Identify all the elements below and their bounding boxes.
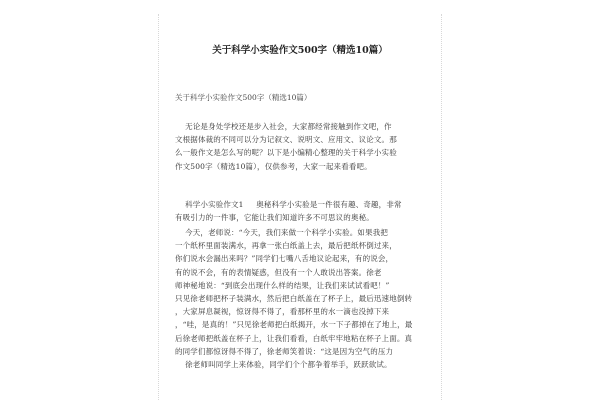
- document-subtitle: 关于科学小实验作文500字（精选10篇）: [175, 93, 312, 102]
- document-title: 关于科学小实验作文500字（精选10篇）: [212, 45, 388, 56]
- paragraph-closing: 徐老师叫同学上来体验，同学们个个都争着举手，跃跃欲试。: [175, 360, 392, 369]
- paragraph-essay-opening: 科学小实验作文1 奥秘科学小实验是一件很有趣、奇趣，非常 有吸引力的一件事，它能让我们知道许多不可思议的奥秘。: [175, 200, 402, 223]
- document-page: [158, 14, 442, 400]
- paragraph-intro: 无论是身处学校还是步入社会，大家都经常接触到作文吧，作 文根据体裁的不同可以分为记叙文、说明文、应用文、议论文。那 么一般作文是怎么写的呢？以下是小编精心整理的关于科学小实验 作文500字（精选10篇），仅供参考，大家一起来看看吧。: [175, 122, 397, 171]
- paragraph-experiment: 今天，老师说：“今天，我们来做一个科学小实验。如果我把 一个纸杯里面装满水，再拿一张白纸盖上去，最后把纸杯倒过来， 你们说水会漏出来吗？”同学们七嘴八舌地议论起来，有的说会， 有的说不会，有的表情疑惑，但没有一个人敢说出答案。徐老 师神秘地说：“到底会出现什么样的结果，让我们来试试看吧！” 只见徐老师把杯子装满水，然后把白纸盖在了杯子上，最后迅速地倒转 ，大家屏息凝视，惊讶得不得了，看那杯里的水一滴也没掉下来 ，“哇，是真的！”只见徐老师把白纸揭开，水一下子都掉在了地上，最 后徐老师把纸盖在杯子上，让我们看看，白纸牢牢地粘在杯子上面。真 的同学们都惊讶得不得了，徐老师笑着说：“这是因为空气的压力: [175, 228, 413, 356]
